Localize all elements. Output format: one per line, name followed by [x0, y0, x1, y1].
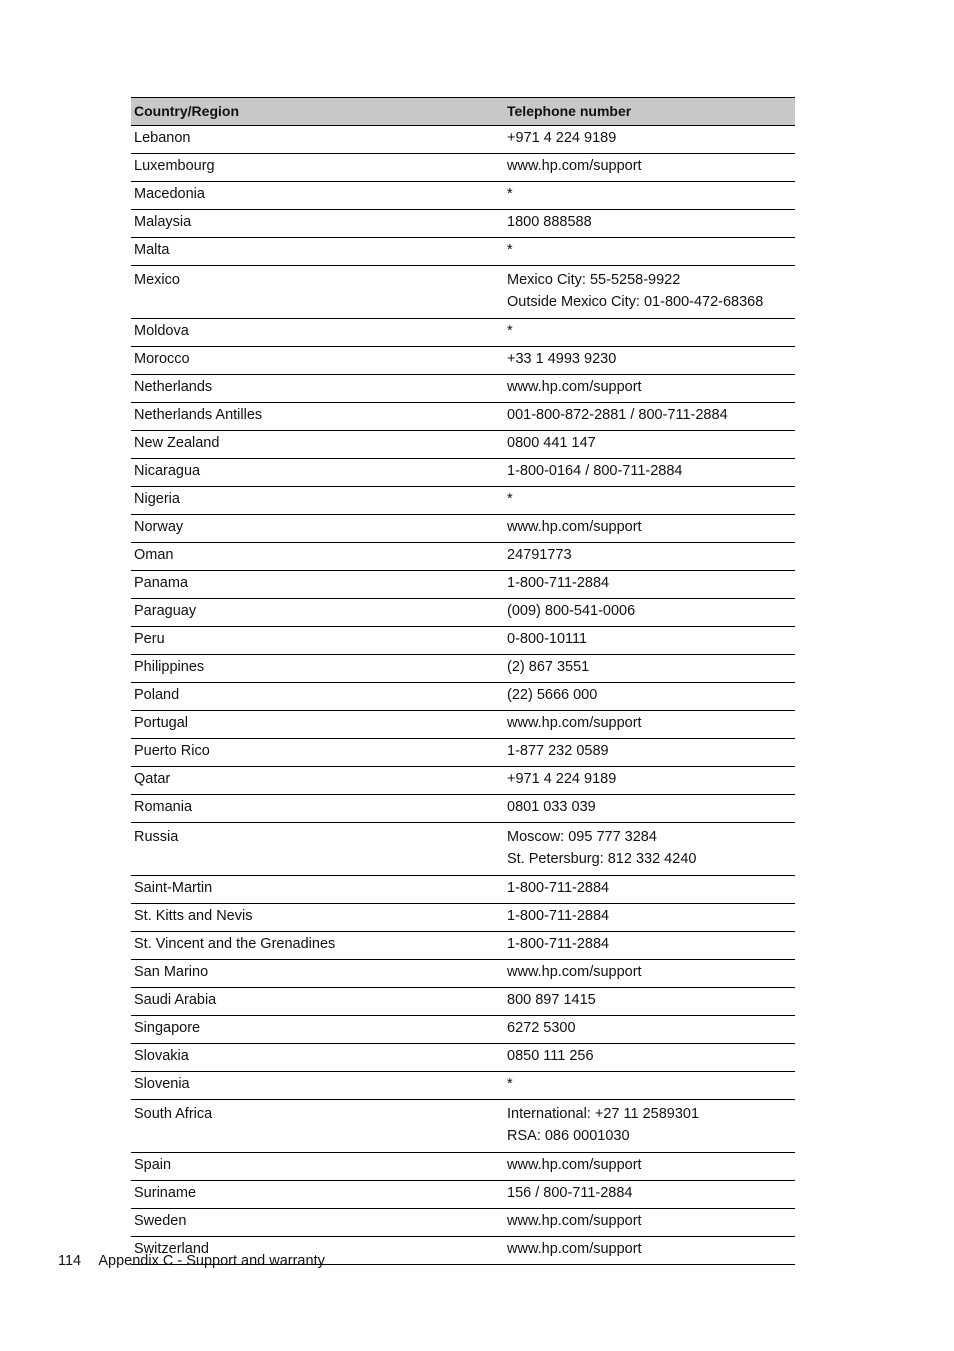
table-row — [131, 1100, 795, 1153]
telephone-cell — [504, 1100, 795, 1153]
telephone-line: +33 1 4993 9230 — [507, 351, 617, 367]
telephone-line: 1-800-711-2884 — [507, 908, 610, 924]
telephone-line: 0800 441 147 — [507, 435, 596, 451]
country-cell: Saint-Martin — [131, 876, 504, 904]
table-row — [131, 988, 795, 1016]
table-row — [131, 431, 795, 459]
page-footer — [58, 1253, 325, 1269]
telephone-line: 1-800-711-2884 — [507, 575, 610, 591]
telephone-cell — [504, 515, 795, 543]
column-header-telephone: Telephone number — [504, 98, 795, 126]
telephone-cell — [504, 319, 795, 347]
table-row — [131, 767, 795, 795]
table-row — [131, 154, 795, 182]
country-cell: Poland — [131, 683, 504, 711]
table-row — [131, 904, 795, 932]
country-cell: Slovenia — [131, 1072, 504, 1100]
telephone-cell — [504, 904, 795, 932]
support-phone-table — [131, 97, 795, 1265]
table-row — [131, 932, 795, 960]
telephone-line: Outside Mexico City: 01-800-472-68368 — [507, 294, 764, 310]
country-cell: Malaysia — [131, 210, 504, 238]
table-row — [131, 823, 795, 876]
country-cell: Singapore — [131, 1016, 504, 1044]
telephone-cell — [504, 1153, 795, 1181]
country-cell: Luxembourg — [131, 154, 504, 182]
table-row — [131, 795, 795, 823]
country-cell: New Zealand — [131, 431, 504, 459]
telephone-cell — [504, 1209, 795, 1237]
footer-section-title: Appendix C - Support and warranty — [98, 1253, 325, 1269]
table-row — [131, 599, 795, 627]
telephone-cell — [504, 1237, 795, 1265]
country-cell: Mexico — [131, 266, 504, 319]
telephone-line: (009) 800-541-0006 — [507, 603, 636, 619]
telephone-line: +971 4 224 9189 — [507, 130, 617, 146]
country-cell: Slovakia — [131, 1044, 504, 1072]
telephone-cell — [504, 375, 795, 403]
telephone-cell — [504, 655, 795, 683]
telephone-line: International: +27 11 2589301 — [507, 1106, 700, 1122]
country-cell: Romania — [131, 795, 504, 823]
table-row — [131, 210, 795, 238]
country-cell: Spain — [131, 1153, 504, 1181]
table-row — [131, 1044, 795, 1072]
telephone-line: 1-877 232 0589 — [507, 743, 609, 759]
country-cell: Nicaragua — [131, 459, 504, 487]
table-row — [131, 711, 795, 739]
table-row — [131, 683, 795, 711]
country-cell: Sweden — [131, 1209, 504, 1237]
table-row — [131, 319, 795, 347]
country-cell: Nigeria — [131, 487, 504, 515]
country-cell: Lebanon — [131, 126, 504, 154]
telephone-line: RSA: 086 0001030 — [507, 1128, 630, 1144]
telephone-cell — [504, 403, 795, 431]
country-cell: Peru — [131, 627, 504, 655]
table-row — [131, 459, 795, 487]
telephone-line: 1-800-0164 / 800-711-2884 — [507, 463, 683, 479]
telephone-line: 6272 5300 — [507, 1020, 576, 1036]
telephone-line: 156 / 800-711-2884 — [507, 1185, 633, 1201]
telephone-cell — [504, 767, 795, 795]
telephone-cell — [504, 266, 795, 319]
table-row — [131, 375, 795, 403]
telephone-line: * — [507, 1076, 513, 1092]
column-header-country: Country/Region — [131, 98, 504, 126]
country-cell: St. Vincent and the Grenadines — [131, 932, 504, 960]
telephone-cell — [504, 210, 795, 238]
country-cell: Oman — [131, 543, 504, 571]
telephone-line: www.hp.com/support — [507, 519, 642, 535]
country-cell: Panama — [131, 571, 504, 599]
telephone-line: 800 897 1415 — [507, 992, 596, 1008]
table-row — [131, 739, 795, 767]
telephone-line: www.hp.com/support — [507, 715, 642, 731]
telephone-cell — [504, 823, 795, 876]
table-row — [131, 960, 795, 988]
telephone-cell — [504, 543, 795, 571]
telephone-cell — [504, 711, 795, 739]
country-cell: St. Kitts and Nevis — [131, 904, 504, 932]
country-cell: Netherlands Antilles — [131, 403, 504, 431]
table-row — [131, 403, 795, 431]
telephone-line: 1800 888588 — [507, 214, 592, 230]
telephone-cell — [504, 182, 795, 210]
country-cell: Macedonia — [131, 182, 504, 210]
telephone-cell — [504, 459, 795, 487]
telephone-line: 1-800-711-2884 — [507, 880, 610, 896]
telephone-cell — [504, 932, 795, 960]
telephone-line: * — [507, 242, 513, 258]
table-row — [131, 487, 795, 515]
telephone-cell — [504, 627, 795, 655]
telephone-cell — [504, 739, 795, 767]
country-cell: South Africa — [131, 1100, 504, 1153]
telephone-cell — [504, 683, 795, 711]
table-body — [131, 126, 795, 1265]
telephone-line: www.hp.com/support — [507, 1213, 642, 1229]
telephone-line: 0801 033 039 — [507, 799, 596, 815]
country-cell: Russia — [131, 823, 504, 876]
country-cell: San Marino — [131, 960, 504, 988]
telephone-line: 001-800-872-2881 / 800-711-2884 — [507, 407, 728, 423]
telephone-line: * — [507, 186, 513, 202]
country-cell: Netherlands — [131, 375, 504, 403]
country-cell: Moldova — [131, 319, 504, 347]
telephone-cell — [504, 1181, 795, 1209]
table-row — [131, 1209, 795, 1237]
country-cell: Paraguay — [131, 599, 504, 627]
table-row — [131, 515, 795, 543]
telephone-cell — [504, 154, 795, 182]
telephone-line: www.hp.com/support — [507, 379, 642, 395]
country-cell: Suriname — [131, 1181, 504, 1209]
telephone-line: www.hp.com/support — [507, 1157, 642, 1173]
table-row — [131, 571, 795, 599]
telephone-cell — [504, 487, 795, 515]
telephone-line: +971 4 224 9189 — [507, 771, 617, 787]
table-row — [131, 266, 795, 319]
telephone-cell — [504, 571, 795, 599]
table-row — [131, 655, 795, 683]
page-number: 114 — [58, 1253, 82, 1269]
table-row — [131, 1181, 795, 1209]
telephone-cell — [504, 1072, 795, 1100]
table-row — [131, 126, 795, 154]
table-header-row — [131, 98, 795, 126]
telephone-line: * — [507, 491, 513, 507]
country-cell: Norway — [131, 515, 504, 543]
telephone-cell — [504, 1044, 795, 1072]
table-row — [131, 543, 795, 571]
table-row — [131, 627, 795, 655]
telephone-cell — [504, 876, 795, 904]
table-row — [131, 347, 795, 375]
table-row — [131, 876, 795, 904]
table-row — [131, 1016, 795, 1044]
telephone-line: 0850 111 256 — [507, 1048, 594, 1064]
table-row — [131, 238, 795, 266]
telephone-cell — [504, 599, 795, 627]
telephone-line: (22) 5666 000 — [507, 687, 598, 703]
country-cell: Puerto Rico — [131, 739, 504, 767]
telephone-line: 24791773 — [507, 547, 572, 563]
country-cell: Philippines — [131, 655, 504, 683]
telephone-cell — [504, 431, 795, 459]
telephone-line: (2) 867 3551 — [507, 659, 590, 675]
table-row — [131, 1153, 795, 1181]
country-cell: Portugal — [131, 711, 504, 739]
telephone-line: St. Petersburg: 812 332 4240 — [507, 851, 697, 867]
country-cell: Saudi Arabia — [131, 988, 504, 1016]
telephone-line: 1-800-711-2884 — [507, 936, 610, 952]
telephone-cell — [504, 795, 795, 823]
telephone-cell — [504, 126, 795, 154]
telephone-line: www.hp.com/support — [507, 1241, 642, 1257]
telephone-cell — [504, 238, 795, 266]
telephone-line: Moscow: 095 777 3284 — [507, 829, 657, 845]
telephone-cell — [504, 988, 795, 1016]
country-cell: Qatar — [131, 767, 504, 795]
telephone-line: 0-800-10111 — [507, 631, 588, 647]
table-row — [131, 1072, 795, 1100]
country-cell: Switzerland — [131, 1237, 504, 1265]
telephone-cell — [504, 1016, 795, 1044]
telephone-line: Mexico City: 55-5258-9922 — [507, 272, 681, 288]
table-row — [131, 182, 795, 210]
telephone-line: www.hp.com/support — [507, 964, 642, 980]
telephone-cell — [504, 960, 795, 988]
telephone-line: * — [507, 323, 513, 339]
telephone-line: www.hp.com/support — [507, 158, 642, 174]
country-cell: Malta — [131, 238, 504, 266]
telephone-cell — [504, 347, 795, 375]
country-cell: Morocco — [131, 347, 504, 375]
